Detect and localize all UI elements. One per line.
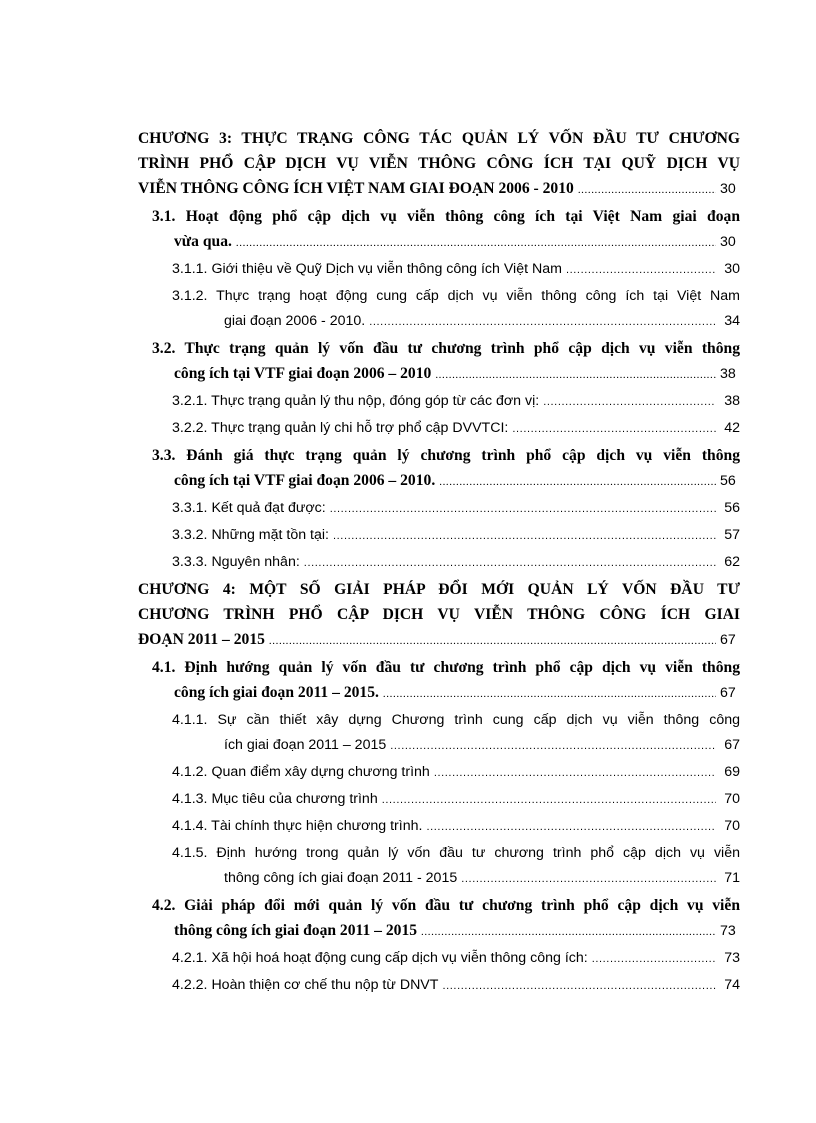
toc-entry-line: 3.2. Thực trạng quản lý vốn đầu tư chương trình phổ cập dịch vụ viễn thông — [152, 340, 740, 357]
toc-entry-line: 4.1.1. Sự cần thiết xây dựng Chương trình cung cấp dịch vụ viễn thông công — [172, 712, 740, 728]
toc-entry-line: 3.1. Hoạt động phổ cập dịch vụ viễn thông công ích tại Việt Nam giai đoạn — [152, 208, 740, 225]
toc-entry-line: TRÌNH PHỔ CẬP DỊCH VỤ VIỄN THÔNG CÔNG ÍCH TẠI QUỸ DỊCH VỤ — [138, 155, 740, 172]
toc-page-number: 74 — [724, 977, 740, 993]
toc-entry-title: 4.1.3. Mục tiêu của chương trình — [172, 791, 378, 807]
toc-page-number: 62 — [724, 554, 740, 570]
dot-leader — [543, 390, 716, 415]
toc-entry-title: 3.3.3. Nguyên nhân: — [172, 554, 300, 570]
toc-page-number: 30 — [720, 234, 736, 250]
toc-entry-title: giai đoạn 2006 - 2010. — [224, 313, 366, 329]
toc-page-number: 34 — [724, 313, 740, 329]
toc-entry-4-1-5[interactable] — [138, 841, 740, 892]
toc-entry-title: 4.2.2. Hoàn thiện cơ chế thu nộp từ DNVT — [172, 977, 439, 993]
toc-entry-title: 4.1.4. Tài chính thực hiện chương trình. — [172, 818, 423, 834]
toc-entry-line: 3.1.2. Thực trạng hoạt động cung cấp dịch vụ viễn thông công ích tại Việt Nam — [172, 288, 740, 304]
dot-leader — [439, 470, 716, 495]
toc-entry-4-1[interactable] — [138, 655, 740, 707]
toc-entry-4-1-4[interactable] — [138, 814, 740, 840]
dot-leader — [421, 920, 716, 945]
toc-entry-3-2-2[interactable] — [138, 416, 740, 442]
toc-entry-title: công ích tại VTF giai đoạn 2006 – 2010. — [174, 472, 436, 489]
toc-entry-title: thông công ích giai đoạn 2011 – 2015 — [174, 922, 418, 939]
dot-leader — [442, 974, 716, 999]
toc-entry-3-3[interactable] — [138, 443, 740, 495]
dot-leader — [566, 258, 716, 283]
dot-leader — [592, 947, 716, 972]
toc-entry-3-2-1[interactable] — [138, 389, 740, 415]
dot-leader — [236, 231, 716, 256]
toc-page-number: 69 — [724, 764, 740, 780]
toc-page-number: 67 — [724, 737, 740, 753]
toc-entry-4-1-2[interactable] — [138, 760, 740, 786]
dot-leader — [434, 761, 716, 786]
toc-page-number: 56 — [720, 473, 736, 489]
toc-entry-title: 3.2.2. Thực trạng quản lý chi hỗ trợ phổ cập DVVTCI: — [172, 420, 509, 436]
toc-page-number: 70 — [724, 791, 740, 807]
toc-entry-title: 4.1.2. Quan điểm xây dựng chương trình — [172, 764, 430, 780]
toc-entry-3-2[interactable] — [138, 336, 740, 388]
dot-leader — [390, 734, 716, 759]
toc-entry-title: ích giai đoạn 2011 – 2015 — [224, 737, 387, 753]
toc-page-number: 73 — [724, 950, 740, 966]
toc-entry-line: CHƯƠNG 3: THỰC TRẠNG CÔNG TÁC QUẢN LÝ VỐN ĐẦU TƯ CHƯƠNG — [138, 130, 740, 147]
dot-leader — [426, 815, 716, 840]
toc-entry-title: 3.3.2. Những mặt tồn tại: — [172, 527, 329, 543]
toc-page-number: 56 — [724, 500, 740, 516]
toc-page-number: 57 — [724, 527, 740, 543]
toc-entry-4-2-2[interactable] — [138, 973, 740, 999]
dot-leader — [435, 363, 716, 388]
dot-leader — [333, 524, 716, 549]
toc-entry-title: vừa qua. — [174, 233, 232, 250]
toc-page-number: 38 — [724, 393, 740, 409]
dot-leader — [461, 867, 716, 892]
dot-leader — [304, 551, 716, 576]
toc-entry-3-3-3[interactable] — [138, 550, 740, 576]
toc-entry-title: công ích tại VTF giai đoạn 2006 – 2010 — [174, 365, 432, 382]
dot-leader — [578, 178, 716, 203]
toc-entry-title: 3.1.1. Giới thiệu về Quỹ Dịch vụ viễn thông công ích Việt Nam — [172, 261, 562, 277]
toc-entry-4-1-1[interactable] — [138, 708, 740, 759]
toc-entry-line: CHƯƠNG 4: MỘT SỐ GIẢI PHÁP ĐỔI MỚI QUẢN LÝ VỐN ĐẦU TƯ — [138, 581, 740, 598]
dot-leader — [383, 682, 716, 707]
toc-entry-3-1-2[interactable] — [138, 284, 740, 335]
toc-entry-title: 3.2.1. Thực trạng quản lý thu nộp, đóng góp từ các đơn vị: — [172, 393, 540, 409]
toc-entry-4-2[interactable] — [138, 893, 740, 945]
dot-leader — [269, 629, 716, 654]
toc-entry-3-1-1[interactable] — [138, 257, 740, 283]
toc-entry-line: CHƯƠNG TRÌNH PHỔ CẬP DỊCH VỤ VIỄN THÔNG CÔNG ÍCH GIAI — [138, 606, 740, 623]
dot-leader — [330, 497, 716, 522]
toc-entry-line: 4.1. Định hướng quản lý vốn đầu tư chương trình phổ cập dịch vụ viễn thông — [152, 659, 740, 676]
toc-page-number: 67 — [720, 685, 736, 701]
toc-entry-title: 4.2.1. Xã hội hoá hoạt động cung cấp dịch vụ viễn thông công ích: — [172, 950, 588, 966]
toc-entry-chapter-3[interactable] — [138, 126, 740, 203]
toc-entry-line: 4.1.5. Định hướng trong quản lý vốn đầu tư chương trình phổ cập dịch vụ viễn — [172, 845, 740, 861]
toc-page-number: 42 — [724, 420, 740, 436]
toc-entry-title: công ích giai đoạn 2011 – 2015. — [174, 684, 379, 701]
toc-page-number: 30 — [720, 181, 736, 197]
toc-entry-title: 3.3.1. Kết quả đạt được: — [172, 500, 326, 516]
toc-entry-title: ĐOẠN 2011 – 2015 — [138, 631, 265, 648]
dot-leader — [382, 788, 716, 813]
toc-page-number: 73 — [720, 923, 736, 939]
toc-page-number: 30 — [724, 261, 740, 277]
dot-leader — [369, 310, 716, 335]
toc-entry-chapter-4[interactable] — [138, 577, 740, 654]
toc-entry-3-3-2[interactable] — [138, 523, 740, 549]
toc-entry-title: thông công ích giai đoạn 2011 - 2015 — [224, 870, 458, 886]
toc-page-number: 71 — [724, 870, 740, 886]
toc-page-number: 38 — [720, 366, 736, 382]
toc-entry-line: 3.3. Đánh giá thực trạng quản lý chương trình phổ cập dịch vụ viễn thông — [152, 447, 740, 464]
toc-entry-4-1-3[interactable] — [138, 787, 740, 813]
dot-leader — [512, 417, 716, 442]
toc-entry-line: 4.2. Giải pháp đổi mới quản lý vốn đầu tư chương trình phổ cập dịch vụ viễn — [152, 897, 740, 914]
toc-entry-title: VIỄN THÔNG CÔNG ÍCH VIỆT NAM GIAI ĐOẠN 2006 - 2010 — [138, 180, 574, 197]
toc-page-number: 67 — [720, 632, 736, 648]
toc-entry-3-1[interactable] — [138, 204, 740, 256]
toc-page-number: 70 — [724, 818, 740, 834]
table-of-contents — [138, 126, 740, 1000]
toc-entry-3-3-1[interactable] — [138, 496, 740, 522]
toc-entry-4-2-1[interactable] — [138, 946, 740, 972]
